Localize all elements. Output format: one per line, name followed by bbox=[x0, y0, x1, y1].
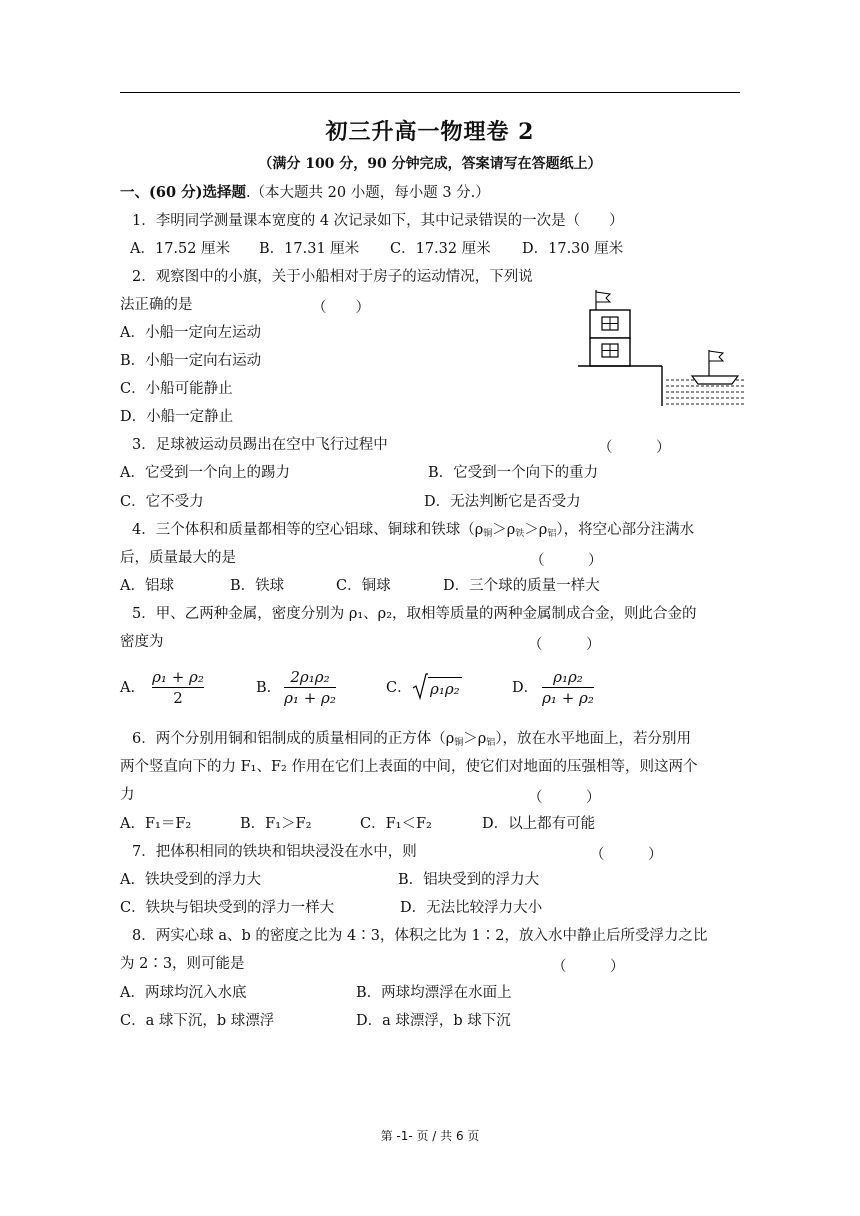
q6-stem-3: 力 bbox=[120, 787, 135, 803]
q4-sub-al: 铝 bbox=[547, 529, 557, 539]
q5-a-numerator: ρ₁ + ρ₂ bbox=[152, 668, 204, 686]
q2-answer-paren: （ ） bbox=[312, 300, 370, 316]
section-heading bbox=[120, 184, 490, 202]
q5-option-a-fraction bbox=[152, 668, 204, 707]
q4-option-d: D．三个球的质量一样大 bbox=[443, 578, 600, 594]
q2-option-c: C．小船可能静止 bbox=[120, 381, 233, 397]
q7-stem: 7．把体积相同的铁块和铝块浸没在水中，则 bbox=[132, 844, 417, 860]
q5-a-denominator: 2 bbox=[173, 689, 183, 707]
q8-option-d: D．a 球漂浮，b 球下沉 bbox=[356, 1013, 511, 1029]
q6-stem-2: 两个竖直向下的力 F₁、F₂ 作用在它们上表面的中间，使它们对地面的压强相等，则这两个 bbox=[120, 759, 698, 775]
q6-option-c: C．F₁＜F₂ bbox=[360, 816, 432, 832]
q5-stem-2: 密度为 bbox=[120, 634, 164, 650]
q6-option-a: A．F₁＝F₂ bbox=[120, 816, 192, 832]
q4-gt-2: ＞ρ bbox=[524, 522, 548, 538]
q4-sub-fe: 铁 bbox=[515, 529, 525, 539]
q3-option-a: A．它受到一个向上的踢力 bbox=[120, 465, 290, 481]
q1-option-a: A．17.52 厘米 bbox=[130, 241, 231, 257]
sqrt-icon bbox=[412, 672, 428, 700]
q4-option-a: A．铝球 bbox=[120, 578, 174, 594]
q4-option-b: B．铁球 bbox=[230, 578, 285, 594]
q7-answer-paren: （ ） bbox=[590, 847, 663, 863]
q1-option-b: B．17.31 厘米 bbox=[259, 241, 360, 257]
q5-option-d-fraction bbox=[542, 668, 594, 707]
page-footer: 第 -1- 页 / 共 6 页 bbox=[380, 1129, 480, 1143]
q5-c-radicand: ρ₁ρ₂ bbox=[428, 677, 462, 698]
q1-option-d: D．17.30 厘米 bbox=[522, 241, 624, 257]
q5-label-d: D． bbox=[512, 680, 539, 696]
q3-option-b: B．它受到一个向下的重力 bbox=[428, 465, 599, 481]
q2-stem-2: 法正确的是 bbox=[120, 297, 193, 313]
q6-stem-text-b: ），放在水平地面上，若分别用 bbox=[495, 731, 692, 747]
q5-option-b-fraction bbox=[284, 668, 336, 707]
q5-label-b: B． bbox=[256, 680, 282, 696]
q3-option-c: C．它不受力 bbox=[120, 494, 204, 510]
q5-b-denominator: ρ₁ + ρ₂ bbox=[284, 689, 336, 707]
q1-option-c: C．17.32 厘米 bbox=[390, 241, 491, 257]
q5-a-fraction-bar bbox=[152, 687, 204, 688]
q4-option-c: C．铜球 bbox=[336, 578, 391, 594]
q8-stem-1: 8．两实心球 a、b 的密度之比为 4∶3，体积之比为 1∶2，放入水中静止后所受浮力之比 bbox=[132, 928, 708, 944]
q2-option-b: B．小船一定向右运动 bbox=[120, 353, 262, 369]
q4-sub-cu: 铜 bbox=[483, 529, 493, 539]
q5-d-numerator: ρ₁ρ₂ bbox=[553, 668, 583, 686]
q5-stem-1: 5．甲、乙两种金属，密度分别为 ρ₁、ρ₂，取相等质量的两种金属制成合金，则此合金的 bbox=[132, 606, 697, 622]
q4-stem-text-b: ），将空心部分注满水 bbox=[556, 522, 695, 538]
page-subtitle: （满分 100 分，90 分钟完成，答案请写在答题纸上） bbox=[258, 156, 602, 172]
q7-option-c: C．铁块与铝块受到的浮力一样大 bbox=[120, 900, 335, 916]
q4-answer-paren: （ ） bbox=[530, 553, 603, 569]
q6-option-b: B．F₁＞F₂ bbox=[240, 816, 312, 832]
q6-stem-1 bbox=[132, 730, 691, 752]
page-title: 初三升高一物理卷 2 bbox=[325, 119, 535, 145]
header-rule bbox=[120, 92, 740, 93]
q3-answer-paren: （ ） bbox=[598, 440, 671, 456]
q5-d-denominator: ρ₁ + ρ₂ bbox=[542, 689, 594, 707]
q5-b-numerator: 2ρ₁ρ₂ bbox=[290, 668, 330, 686]
q6-sub-cu: 铜 bbox=[454, 738, 464, 748]
q4-stem-2: 后，质量最大的是 bbox=[120, 550, 236, 566]
q2-option-d: D．小船一定静止 bbox=[120, 409, 234, 425]
q1-stem: 1．李明同学测量课本宽度的 4 次记录如下，其中记录错误的一次是（ ） bbox=[132, 213, 624, 229]
q7-option-b: B．铝块受到的浮力大 bbox=[398, 872, 540, 888]
q8-option-b: B．两球均漂浮在水面上 bbox=[356, 985, 512, 1001]
house-boat-flags-figure bbox=[578, 288, 748, 418]
section-note: .（本大题共 20 小题，每小题 3 分.） bbox=[245, 185, 490, 201]
q8-answer-paren: （ ） bbox=[552, 959, 625, 975]
q4-stem-1 bbox=[132, 521, 694, 543]
q6-gt: ＞ρ bbox=[463, 731, 487, 747]
q6-sub-al: 铝 bbox=[486, 738, 496, 748]
q3-stem: 3．足球被运动员踢出在空中飞行过程中 bbox=[132, 437, 388, 453]
q8-option-c: C．a 球下沉，b 球漂浮 bbox=[120, 1013, 275, 1029]
q5-label-a: A． bbox=[120, 680, 145, 696]
section-label-main: 选择题 bbox=[202, 184, 246, 201]
q5-d-fraction-bar bbox=[542, 687, 594, 688]
q4-gt-1: ＞ρ bbox=[492, 522, 516, 538]
q2-option-a: A．小船一定向左运动 bbox=[120, 325, 261, 341]
q5-label-c: C． bbox=[386, 680, 412, 696]
q8-option-a: A．两球均沉入水底 bbox=[120, 985, 247, 1001]
q6-stem-text-a: 6．两个分别用铜和铝制成的质量相同的正方体（ρ bbox=[132, 731, 455, 747]
q5-b-fraction-bar bbox=[284, 687, 336, 688]
q2-stem-1: 2．观察图中的小旗，关于小船相对于房子的运动情况，下列说 bbox=[132, 269, 533, 285]
q4-stem-text-a: 4．三个体积和质量都相等的空心铝球、铜球和铁球（ρ bbox=[132, 522, 484, 538]
section-label-prefix: 一、(60 分) bbox=[120, 184, 203, 201]
q6-option-d: D．以上都有可能 bbox=[482, 816, 596, 832]
q6-answer-paren: （ ） bbox=[528, 790, 601, 806]
q7-option-a: A．铁块受到的浮力大 bbox=[120, 872, 261, 888]
q5-answer-paren: （ ） bbox=[528, 637, 601, 653]
q7-option-d: D．无法比较浮力大小 bbox=[400, 900, 543, 916]
q8-stem-2: 为 2∶3，则可能是 bbox=[120, 956, 245, 972]
q3-option-d: D．无法判断它是否受力 bbox=[424, 494, 581, 510]
